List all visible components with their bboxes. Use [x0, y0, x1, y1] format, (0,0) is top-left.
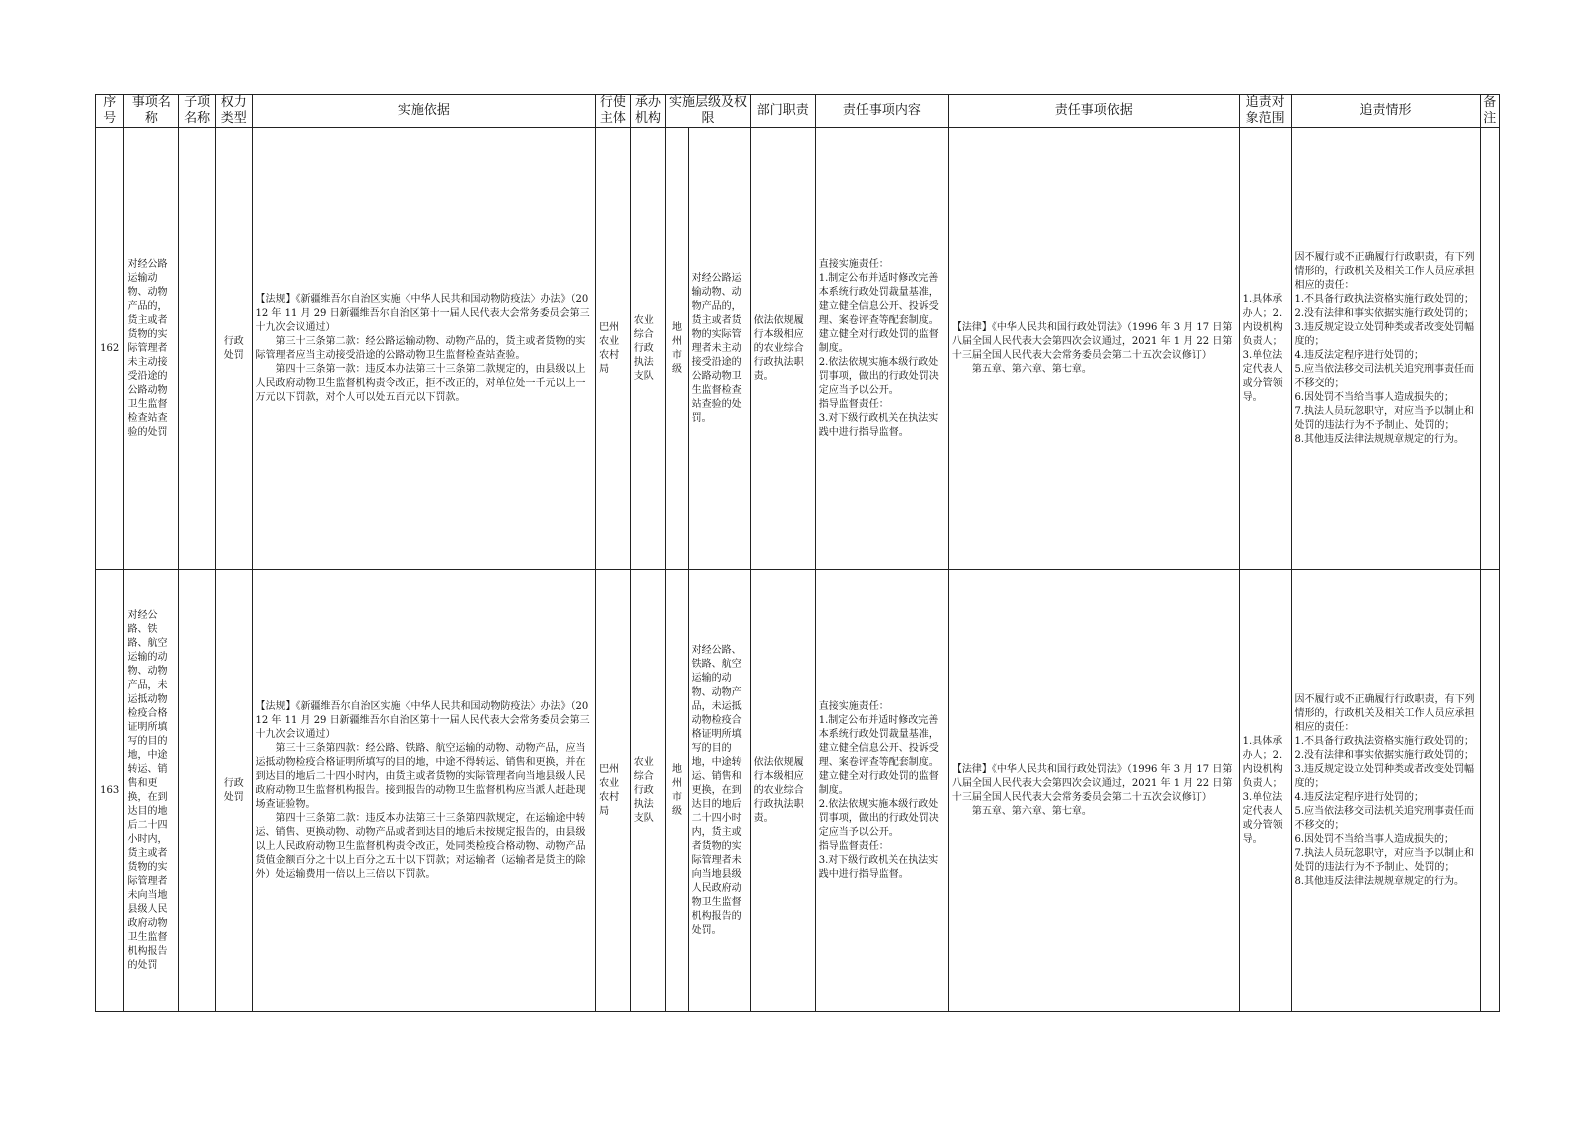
cell-account-scope: 1.具体承办人；2.内设机构负责人；3.单位法定代表人或分管领导。	[1239, 128, 1291, 570]
account-case-line: 2.没有法律和事实依据实施行政处罚的；	[1294, 307, 1475, 319]
power-list-table	[95, 94, 1500, 1012]
resp-content-line: 直接实施责任：	[818, 700, 889, 712]
account-case-line: 6.因处罚不当给当事人造成损失的；	[1294, 391, 1455, 403]
cell-subject: 巴州农业农村局	[596, 128, 631, 570]
header-level: 实施层级及权限	[666, 95, 750, 128]
account-case-line: 1.不具备行政执法资格实施行政处罚的；	[1294, 735, 1475, 747]
header-account-case: 追责情形	[1291, 95, 1480, 128]
table-body	[96, 128, 1500, 1012]
cell-sub-item	[179, 128, 216, 570]
basis-article: 第四十三条第二款：违反本办法第三十三条第四款规定，在运输途中转运、销售、更换动物、动物产品或者到达目的地后未按规定报告的，由县级以上人民政府动物卫生监督机构责令改正，处同类检疫合格动物、动物产品货值金额百分之十以上百分之五十以下罚款；对运输者（运输者是货主的除外）处运输费用一倍以上三倍以下罚款。	[255, 812, 586, 880]
account-case-line: 7.执法人员玩忽职守，对应当予以制止和处罚的违法行为不予制止、处罚的；	[1294, 405, 1475, 431]
resp-content-line: 3.对下级行政机关在执法实践中进行指导监督。	[818, 412, 939, 438]
cell-resp-content	[815, 128, 948, 570]
basis-article: 第三十三条第二款：经公路运输动物、动物产品的，货主或者货物的实际管理者应当主动接受沿途的公路动物卫生监督检查站查验。	[255, 335, 586, 361]
cell-basis	[252, 570, 596, 1012]
header-item-name: 事项名称	[124, 95, 179, 128]
account-case-line: 8.其他违反法律法规规章规定的行为。	[1294, 433, 1465, 445]
cell-power-type: 行政处罚	[215, 128, 252, 570]
basis-article: 第四十三条第一款：违反本办法第三十三条第二款规定的，由县级以上人民政府动物卫生监督机构责令改正，拒不改正的，对单位处一千元以上一万元以下罚款，对个人可以处五百元以下罚款。	[255, 363, 586, 403]
account-case-line: 因不履行或不正确履行行政职责，有下列情形的，行政机关及相关工作人员应承担相应的责任：	[1294, 251, 1475, 291]
header-resp-basis: 责任事项依据	[948, 95, 1239, 128]
header-row	[96, 95, 1500, 128]
cell-remark	[1480, 128, 1499, 570]
header-remark: 备注	[1480, 95, 1499, 128]
account-case-line: 4.违反法定程序进行处罚的；	[1294, 349, 1425, 361]
cell-level-scope: 对经公路运输动物、动物产品的，货主或者货物的实际管理者未主动接受沿途的公路动物卫生监督检查站查验的处罚。	[688, 128, 750, 570]
header-power-type: 权力类型	[215, 95, 252, 128]
header-sub-item: 子项名称	[179, 95, 216, 128]
cell-seq: 162	[96, 128, 124, 570]
cell-level-scope: 对经公路、铁路、航空运输的动物、动物产品，未运抵动物检疫合格证明所填写的目的地，中途转运、销售和更换，在到达目的地后二十四小时内，货主或者货物的实际管理者未向当地县级人民政府动物卫生监督机构报告的处罚。	[688, 570, 750, 1012]
table-row	[96, 570, 1500, 1012]
account-case-line: 1.不具备行政执法资格实施行政处罚的；	[1294, 293, 1475, 305]
cell-sub-item	[179, 570, 216, 1012]
cell-dept-duty: 依法依规履行本级相应的农业综合行政执法职责。	[750, 570, 815, 1012]
header-seq: 序号	[96, 95, 124, 128]
cell-basis	[252, 128, 596, 570]
resp-basis-source: 【法律】《中华人民共和国行政处罚法》（1996 年 3 月 17 日第八届全国人民代表大会第四次会议通过，2021 年 1 月 22 日第十三届全国人民代表大会常务委员会第二十五次会议修订）	[951, 321, 1233, 361]
cell-resp-basis	[948, 570, 1239, 1012]
basis-source: 【法规】《新疆维吾尔自治区实施〈中华人民共和国动物防疫法〉办法》（2012 年 11 月 29 日新疆维吾尔自治区第十一届人民代表大会常务委员会第三十九次会议通过）	[255, 293, 590, 333]
account-case-line: 7.执法人员玩忽职守，对应当予以制止和处罚的违法行为不予制止、处罚的；	[1294, 847, 1475, 873]
cell-power-type: 行政处罚	[215, 570, 252, 1012]
resp-content-line: 1.制定公布并适时修改完善本系统行政处罚裁量基准，建立健全信息公开、投诉受理、案卷评查等配套制度。建立健全对行政处罚的监督制度。	[818, 714, 939, 796]
account-case-line: 2.没有法律和事实依据实施行政处罚的；	[1294, 749, 1475, 761]
cell-dept-duty: 依法依规履行本级相应的农业综合行政执法职责。	[750, 128, 815, 570]
cell-account-scope: 1.具体承办人；2.内设机构负责人；3.单位法定代表人或分管领导。	[1239, 570, 1291, 1012]
basis-article: 第三十三条第四款：经公路、铁路、航空运输的动物、动物产品，应当运抵动物检疫合格证明所填写的目的地，中途不得转运、销售和更换，并在到达目的地后二十四小时内，由货主或者货物的实际管理者向当地县级人民政府动物卫生监督机构报告。接到报告的动物卫生监督机构应当派人赶赴现场查证验物。	[255, 742, 586, 810]
account-case-line: 4.违反法定程序进行处罚的；	[1294, 791, 1425, 803]
cell-level: 地州市级	[666, 570, 688, 1012]
header-agency: 承办机构	[630, 95, 666, 128]
cell-item-name: 对经公路运输动物、动物产品的，货主或者货物的实际管理者未主动接受沿途的公路动物卫生监督检查站查验的处罚	[124, 128, 179, 570]
resp-content-line: 直接实施责任：	[818, 258, 889, 270]
resp-basis-chapters: 第五章、第六章、第七章。	[971, 805, 1092, 817]
cell-item-name: 对经公路、铁路、航空运输的动物、动物产品，未运抵动物检疫合格证明所填写的目的地，中途转运、销售和更换，在到达目的地后二十四小时内，货主或者货物的实际管理者未向当地县级人民政府动物卫生监督机构报告的处罚	[124, 570, 179, 1012]
resp-basis-source: 【法律】《中华人民共和国行政处罚法》（1996 年 3 月 17 日第八届全国人民代表大会第四次会议通过，2021 年 1 月 22 日第十三届全国人民代表大会常务委员会第二十五次会议修订）	[951, 763, 1233, 803]
table-header	[96, 95, 1500, 128]
account-case-line: 3.违反规定设立处罚种类或者改变处罚幅度的；	[1294, 763, 1475, 789]
cell-agency: 农业综合行政执法支队	[630, 128, 666, 570]
account-case-line: 5.应当依法移交司法机关追究刑事责任而不移交的；	[1294, 363, 1475, 389]
header-account-scope: 追责对象范围	[1239, 95, 1291, 128]
resp-content-line: 指导监督责任：	[818, 840, 889, 852]
cell-account-case	[1291, 128, 1480, 570]
cell-account-case	[1291, 570, 1480, 1012]
cell-remark	[1480, 570, 1499, 1012]
resp-content-line: 指导监督责任：	[818, 398, 889, 410]
resp-content-line: 2.依法依规实施本级行政处罚事项，做出的行政处罚决定应当予以公开。	[818, 356, 939, 396]
resp-content-line: 3.对下级行政机关在执法实践中进行指导监督。	[818, 854, 939, 880]
header-dept-duty: 部门职责	[750, 95, 815, 128]
cell-level: 地州市级	[666, 128, 688, 570]
basis-source: 【法规】《新疆维吾尔自治区实施〈中华人民共和国动物防疫法〉办法》（2012 年 11 月 29 日新疆维吾尔自治区第十一届人民代表大会常务委员会第三十九次会议通过）	[255, 700, 590, 740]
cell-subject: 巴州农业农村局	[596, 570, 631, 1012]
cell-agency: 农业综合行政执法支队	[630, 570, 666, 1012]
table-row	[96, 128, 1500, 570]
account-case-line: 因不履行或不正确履行行政职责，有下列情形的，行政机关及相关工作人员应承担相应的责任：	[1294, 693, 1475, 733]
resp-basis-chapters: 第五章、第六章、第七章。	[971, 363, 1092, 375]
header-basis: 实施依据	[252, 95, 596, 128]
account-case-line: 3.违反规定设立处罚种类或者改变处罚幅度的；	[1294, 321, 1475, 347]
resp-content-line: 1.制定公布并适时修改完善本系统行政处罚裁量基准，建立健全信息公开、投诉受理、案卷评查等配套制度。建立健全对行政处罚的监督制度。	[818, 272, 939, 354]
header-resp-content: 责任事项内容	[815, 95, 948, 128]
cell-seq: 163	[96, 570, 124, 1012]
resp-content-line: 2.依法依规实施本级行政处罚事项，做出的行政处罚决定应当予以公开。	[818, 798, 939, 838]
account-case-line: 6.因处罚不当给当事人造成损失的；	[1294, 833, 1455, 845]
header-subject: 行使主体	[596, 95, 631, 128]
account-case-line: 5.应当依法移交司法机关追究刑事责任而不移交的；	[1294, 805, 1475, 831]
cell-resp-content	[815, 570, 948, 1012]
cell-resp-basis	[948, 128, 1239, 570]
account-case-line: 8.其他违反法律法规规章规定的行为。	[1294, 875, 1465, 887]
